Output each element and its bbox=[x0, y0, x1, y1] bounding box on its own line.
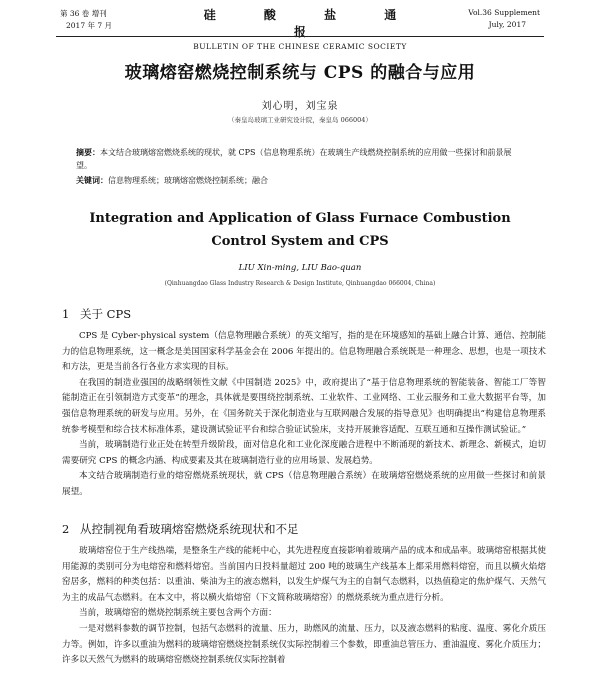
journal-name-cn: 硅 酸 盐 通 报 bbox=[203, 8, 419, 39]
paragraph: 当前，玻璃制造行业正处在转型升级阶段，面对信息化和工业化深度融合进程中不断涌现的新技术、新理念、新模式，迫切需要研究 CPS 的概念内涵、构成要素及其在玻璃制造行业的应用场景、发展趋势。 bbox=[62, 440, 546, 466]
english-affiliation: (Qinhuangdao Glass Industry Research & Design Institute, Qinhuangdao 066004, China) bbox=[164, 280, 436, 287]
date-en: July, 2017 bbox=[488, 20, 526, 29]
section-2-number: 2 bbox=[62, 522, 70, 536]
section-1-body bbox=[62, 329, 546, 501]
paper-authors: 刘心明，刘宝泉 bbox=[261, 101, 339, 112]
keywords-text: 信息物理系统；玻璃熔窑燃烧控制系统；融合 bbox=[108, 176, 268, 185]
english-title-line1: Integration and Application of Glass Furnace Combustion bbox=[89, 211, 511, 226]
abstract-text: 本文结合玻璃熔窑燃烧系统的现状，就 CPS（信息物理系统）在玻璃生产线燃烧控制系统的应用做一些探讨和前景展望。 bbox=[76, 148, 512, 170]
paragraph: CPS 是 Cyber-physical system（信息物理融合系统）的英文缩写，指的是在环境感知的基础上融合计算、通信、控制能力的信息物理系统，这一概念是美国国家科学基金会在 2006 年提出的。信息物理融合系统既是一种理念、思想，也是一项技术和方法，更是当前各行各业方求实现的目标。 bbox=[62, 331, 546, 373]
section-2-heading bbox=[62, 521, 299, 537]
running-header bbox=[60, 6, 540, 51]
english-title bbox=[0, 207, 600, 253]
paragraph: 一是对燃料参数的调节控制，包括气态燃料的流量、压力，助燃风的流量、压力，以及液态燃料的粘度、温度、雾化介质压力等。例如，许多以重油为燃料的玻璃熔窑燃烧控制系统仅实际控制着三个参数，即重油总管压力、重油温度、雾化介质压力；许多以天然气为燃料的玻璃熔窑燃烧控制系统仅实际控制着 bbox=[62, 623, 546, 666]
section-2-body bbox=[62, 544, 546, 669]
journal-name-en: BULLETIN OF THE CHINESE CERAMIC SOCIETY bbox=[193, 42, 407, 51]
keywords bbox=[76, 174, 524, 187]
section-1-number: 1 bbox=[62, 307, 70, 321]
header-rule bbox=[56, 36, 544, 37]
english-title-line2: Control System and CPS bbox=[211, 234, 389, 249]
paper-affiliation: （秦皇岛玻璃工业研究设计院，秦皇岛 066004） bbox=[228, 116, 372, 124]
paragraph: 当前，玻璃熔窑的燃烧控制系统主要包含两个方面： bbox=[79, 608, 277, 619]
section-2-title: 从控制视角看玻璃熔窑燃烧系统现状和不足 bbox=[80, 522, 299, 536]
section-1-heading bbox=[62, 306, 131, 322]
publication-date: 2017 年 7 月 bbox=[66, 21, 113, 30]
english-authors: LIU Xin-ming, LIU Bao-quan bbox=[238, 263, 362, 273]
paragraph: 在我国的制造业强国的战略纲领性文献《中国制造 2025》中，政府提出了“基于信息物理系统的智能装备、智能工厂等智能制造正在引领制造方式变革”的理念，具体就是要围绕控制系统、工业软件、工业网络、工业云服务和工业大数据平台等，加强信息物理系统的研发与应用。另外，在《国务院关于深化制造业与互联网融合发展的指导意见》也明确提出“构建信息物理系统参考模型和综合技术标准体系，建设测试验证平台和综合验证试验床，支持开展兼容适配、互联互通和互操作测试验证。” bbox=[62, 377, 546, 435]
volume-issue: 第 36 卷 增刊 bbox=[60, 9, 107, 18]
section-1-title: 关于 CPS bbox=[80, 307, 132, 321]
volume-en: Vol.36 Supplement bbox=[468, 8, 540, 17]
abstract-label: 摘要： bbox=[76, 147, 100, 157]
abstract bbox=[76, 146, 524, 172]
paragraph: 本文结合玻璃制造行业的熔窑燃烧系统现状，就 CPS（信息物理融合系统）在玻璃熔窑燃烧系统的应用做一些探讨和前景展望。 bbox=[62, 471, 546, 497]
journal-name-block bbox=[170, 6, 430, 51]
paper-title: 玻璃熔窑燃烧控制系统与 CPS 的融合与应用 bbox=[124, 63, 476, 83]
paragraph: 玻璃熔窑位于生产线热端，是整条生产线的能耗中心，其先进程度直接影响着玻璃产品的成本和成品率。玻璃熔窑根据其使用能源的类别可分为电熔窑和燃料熔窑。当前国内日投料量超过 200 吨的玻璃生产线基本上都采用燃料熔窑，而且以横火焰熔窑居多，燃料的种类包括：以重油、柴油为主的液态燃料，以发生炉煤气为主的自制气态燃料，以热值稳定的焦炉煤气、天然气为主的成品气态燃料。在本文中，将以横火焰熔窑（下文简称玻璃熔窑）的燃烧系统为重点进行分析。 bbox=[62, 546, 546, 603]
keywords-label: 关键词： bbox=[76, 175, 108, 185]
